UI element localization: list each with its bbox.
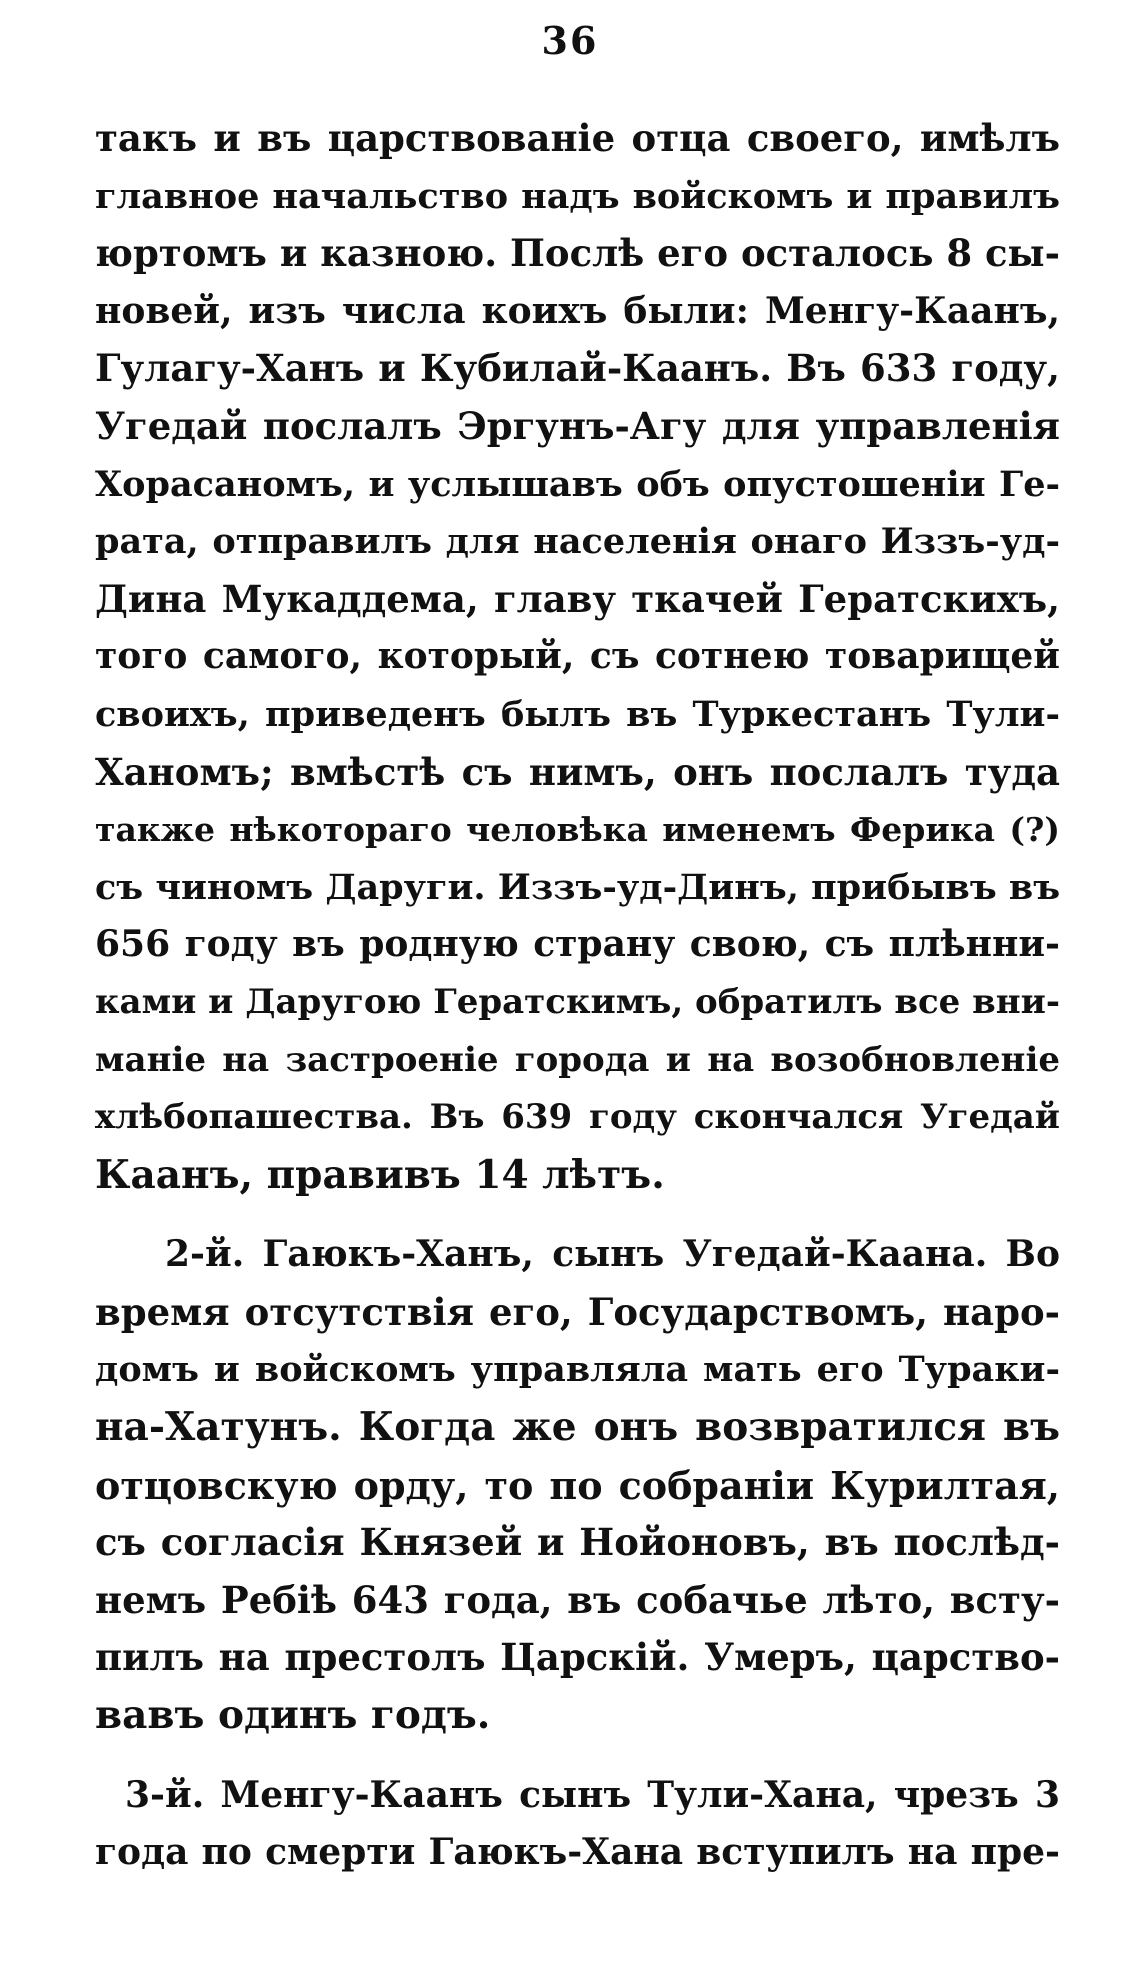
- text-line: Хорасаномъ, и услышавъ объ опустошеніи Ге-: [95, 463, 1060, 505]
- text-line: съ согласія Князей и Нойоновъ, въ послѣд-: [95, 1520, 1060, 1565]
- paragraph-spacer: [95, 1745, 1060, 1767]
- text-line: 2-й. Гаюкъ-Ханъ, сынъ Угедай-Каана. Во: [165, 1233, 1060, 1276]
- text-line: 3-й. Менгу-Каанъ сынъ Тули-Хана, чрезъ 3: [125, 1773, 1060, 1816]
- text-line: Угедай послалъ Эргунъ-Агу для управленія: [95, 403, 1060, 448]
- text-line: на-Хатунъ. Когда же онъ возвратился въ: [95, 1404, 1060, 1451]
- text-line: года по смерти Гаюкъ-Хана вступилъ на пре-: [95, 1831, 1060, 1874]
- text-line: Дина Мукаддема, главу ткачей Гератскихъ,: [95, 576, 1060, 621]
- text-line: немъ Ребіѣ 643 года, въ собачье лѣто, всту-: [95, 1577, 1060, 1622]
- text-line: Каанъ, правивъ 14 лѣтъ.: [95, 1151, 665, 1198]
- paragraph: [95, 1767, 1060, 1882]
- text-line: Ханомъ; вмѣстѣ съ нимъ, онъ послалъ туда: [95, 749, 1060, 794]
- text-line: новей, изъ числа коихъ были: Менгу-Каанъ,: [95, 289, 1060, 332]
- text-line: Гулагу-Ханъ и Кубилай-Каанъ. Въ 633 году,: [95, 346, 1060, 391]
- text-line: съ чиномъ Даруги. Иззъ-уд-Динъ, прибывъ въ: [95, 866, 1061, 908]
- paragraph: [95, 110, 1060, 1204]
- text-line: такъ и въ царствованіе отца своего, имѣлъ: [95, 116, 1060, 160]
- body-text: [95, 110, 1060, 1882]
- text-line: юртомъ и казною. Послѣ его осталось 8 сы-: [95, 231, 1060, 276]
- text-line: того самого, который, съ сотнею товарищей: [95, 635, 1060, 678]
- paragraph: [95, 1226, 1060, 1744]
- text-line: отцовскую орду, то по собраніи Курилтая,: [95, 1462, 1060, 1508]
- text-line: также нѣкотораго человѣка именемъ Ферика (?): [95, 810, 1060, 850]
- text-line: маніе на застроеніе города и на возобновленіе: [95, 1039, 1060, 1080]
- text-line: пилъ на престолъ Царскій. Умеръ, царство-: [95, 1635, 1060, 1680]
- text-line: время отсутствія его, Государствомъ, наро-: [95, 1289, 1060, 1334]
- text-line: вавъ одинъ годъ.: [95, 1692, 491, 1739]
- page-number: 36: [541, 18, 599, 63]
- paragraph-spacer: [95, 1204, 1060, 1226]
- text-line: ками и Даругою Гератскимъ, обратилъ все вни-: [95, 981, 1060, 1022]
- text-line: хлѣбопашества. Въ 639 году скончался Угедай: [95, 1097, 1060, 1138]
- text-line: своихъ, приведенъ былъ въ Туркестанъ Тули-: [95, 693, 1060, 735]
- text-line: рата, отправилъ для населенія онаго Иззъ-уд-: [95, 521, 1060, 563]
- text-line: домъ и войскомъ управляла мать его Тураки-: [95, 1349, 1060, 1391]
- text-line: главное начальство надъ войскомъ и правилъ: [95, 175, 1060, 217]
- text-line: 656 году въ родную страну свою, съ плѣнни-: [95, 923, 1060, 966]
